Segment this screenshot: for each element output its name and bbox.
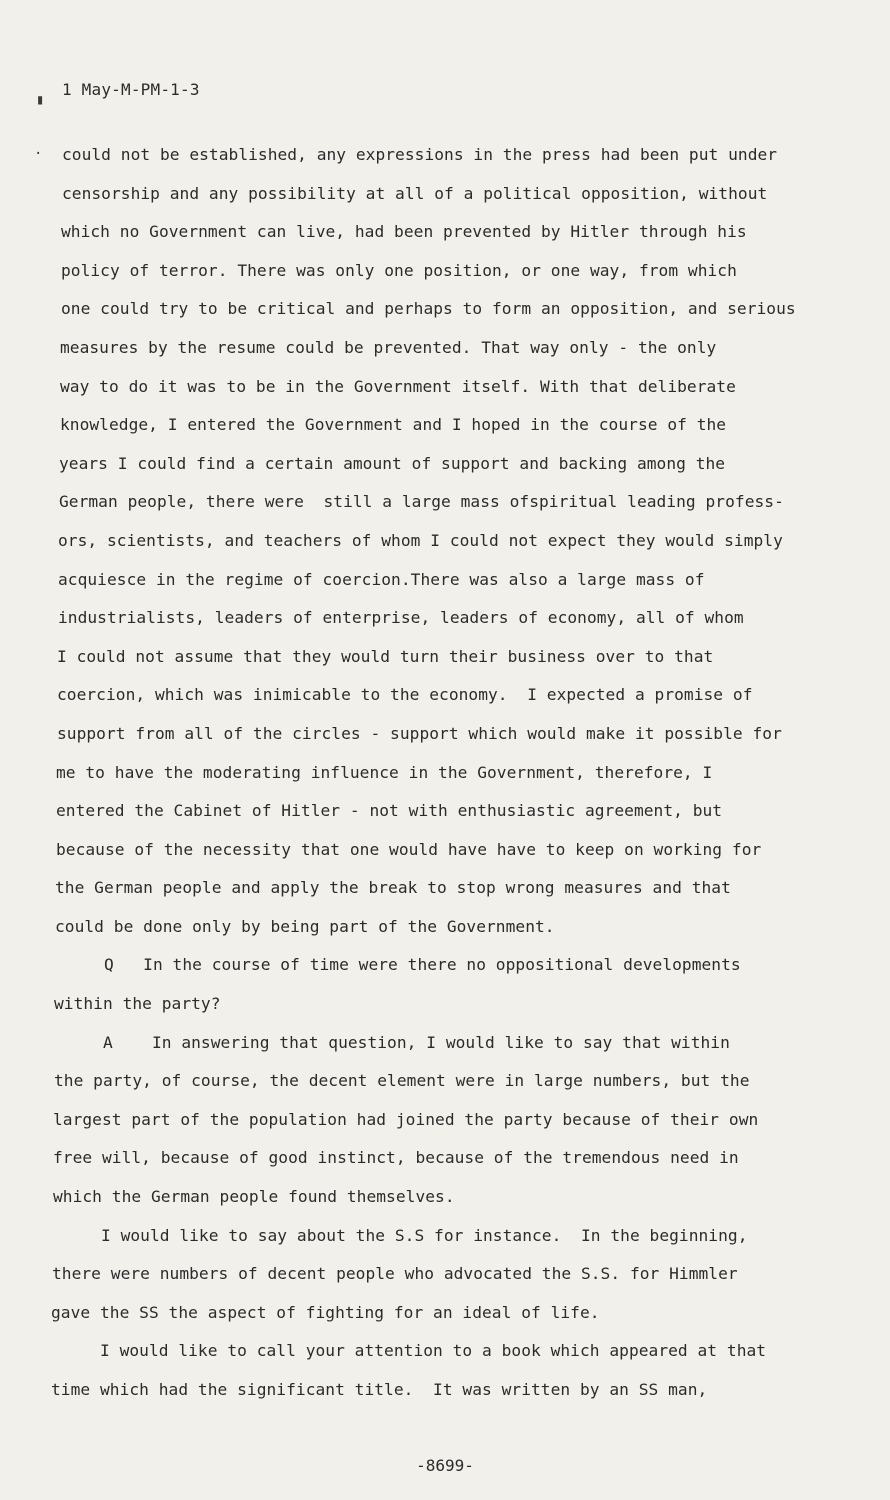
- text-line: gave the SS the aspect of fighting for an ideal of life.: [51, 1302, 600, 1322]
- text-line: which no Government can live, had been prevented by Hitler through his: [61, 222, 747, 242]
- text-line: entered the Cabinet of Hitler - not with enthusiastic agreement, but: [56, 801, 723, 821]
- text-line: free will, because of good instinct, because of the tremendous need in: [53, 1148, 739, 1168]
- text-line: the party, of course, the decent element were in large numbers, but the: [54, 1071, 750, 1091]
- text-line: coercion, which was inimicable to the economy. I expected a promise of: [57, 685, 753, 705]
- text-line: measures by the resume could be prevented. That way only - the only: [60, 337, 717, 357]
- transcript-body: [52, 136, 852, 1410]
- text-line: support from all of the circles - support which would make it possible for: [57, 723, 782, 743]
- text-line: within the party?: [54, 994, 221, 1014]
- text-line: because of the necessity that one would have have to keep on working for: [56, 839, 762, 859]
- text-line: I would like to call your attention to a book which appeared at that: [51, 1341, 767, 1361]
- text-line: which the German people found themselves.: [53, 1187, 455, 1207]
- text-line: way to do it was to be in the Government itself. With that deliberate: [60, 376, 736, 396]
- text-line: could not be established, any expressions in the press had been put under: [62, 145, 778, 164]
- margin-mark-bullet: ·: [34, 146, 43, 162]
- text-line: industrialists, leaders of enterprise, leaders of economy, all of whom: [58, 608, 744, 628]
- text-line: policy of terror. There was only one position, or one way, from which: [61, 260, 737, 280]
- text-line: largest part of the population had joined the party because of their own: [53, 1109, 759, 1129]
- text-line: me to have the moderating influence in the Government, therefore, I: [56, 762, 713, 782]
- text-line: one could try to be critical and perhaps to form an opposition, and serious: [61, 299, 796, 319]
- text-line: acquiesce in the regime of coercion.There was also a large mass of: [58, 569, 705, 589]
- page-number: -8699-: [416, 1456, 474, 1475]
- text-line: could be done only by being part of the Government.: [55, 916, 555, 936]
- text-line: German people, there were still a large mass ofspiritual leading profess-: [59, 492, 784, 512]
- margin-mark-top: ▮: [36, 92, 45, 108]
- text-line: knowledge, I entered the Government and I hoped in the course of the: [60, 415, 727, 435]
- text-line: ors, scientists, and teachers of whom I could not expect they would simply: [58, 530, 783, 550]
- text-line: time which had the significant title. It was written by an SS man,: [51, 1380, 708, 1399]
- text-line: I would like to say about the S.S for instance. In the beginning,: [52, 1225, 748, 1245]
- text-line: I could not assume that they would turn their business over to that: [57, 646, 714, 666]
- text-line: years I could find a certain amount of support and backing among the: [59, 453, 726, 473]
- text-line: the German people and apply the break to stop wrong measures and that: [55, 878, 731, 898]
- text-line: there were numbers of decent people who advocated the S.S. for Himmler: [52, 1264, 738, 1284]
- document-reference: 1 May-M-PM-1-3: [62, 80, 200, 99]
- text-line: Q In the course of time were there no oppositional developments: [55, 955, 741, 975]
- text-line: censorship and any possibility at all of a political opposition, without: [62, 183, 768, 203]
- text-line: A In answering that question, I would like to say that within: [54, 1032, 730, 1052]
